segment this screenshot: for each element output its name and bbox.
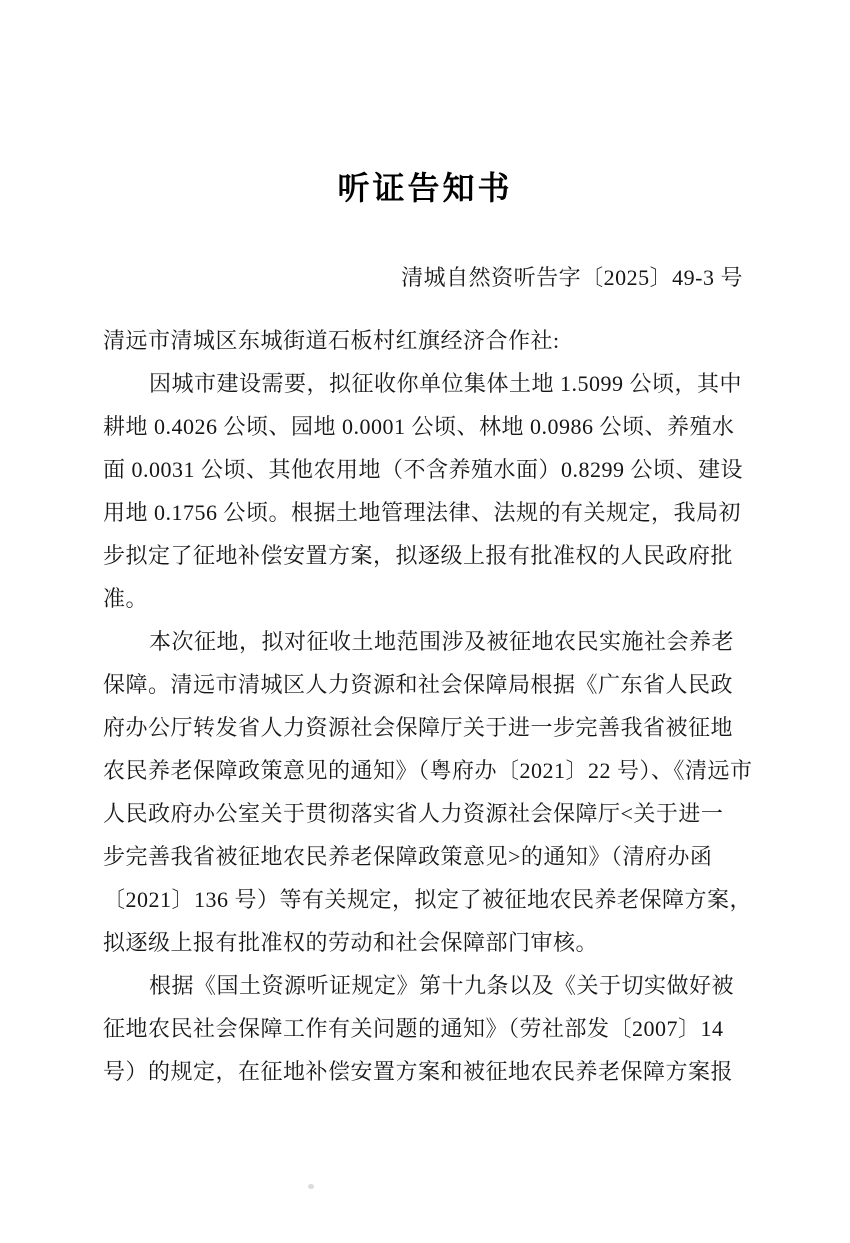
text-line: 步拟定了征地补偿安置方案，拟逐级上报有批准权的人民政府批 bbox=[103, 543, 734, 568]
text-line: 因城市建设需要，拟征收你单位集体土地 1.5099 公顷，其中 bbox=[149, 371, 743, 396]
text-line: 府办公厅转发省人力资源社会保障厅关于进一步完善我省被征地 bbox=[103, 715, 734, 740]
text-line: 人民政府办公室关于贯彻落实省人力资源社会保障厅<关于进一 bbox=[103, 801, 724, 826]
text-line: 保障。清远市清城区人力资源和社会保障局根据《广东省人民政 bbox=[103, 672, 734, 697]
text-line: 步完善我省被征地农民养老保障政策意见>的通知》（清府办函 bbox=[103, 844, 713, 869]
text-line: 征地农民社会保障工作有关问题的通知》（劳社部发〔2007〕14 bbox=[103, 1016, 724, 1041]
text-line: 准。 bbox=[103, 586, 149, 611]
text-line: 本次征地，拟对征收土地范围涉及被征地农民实施社会养老 bbox=[149, 629, 735, 654]
text-line: 根据《国土资源听证规定》第十九条以及《关于切实做好被 bbox=[149, 973, 735, 998]
text-line: 拟逐级上报有批准权的劳动和社会保障部门审核。 bbox=[103, 930, 599, 955]
addressee-line: 清远市清城区东城街道石板村红旗经济合作社: bbox=[103, 328, 560, 353]
text-line: 面 0.0031 公顷、其他农用地（不含养殖水面）0.8299 公顷、建设 bbox=[103, 457, 744, 482]
text-line: 农民养老保障政策意见的通知》（粤府办〔2021〕22 号）、《清远市 bbox=[103, 758, 753, 783]
document-number: 清城自然资听告字〔2025〕49-3 号 bbox=[401, 265, 743, 290]
text-line: 耕地 0.4026 公顷、园地 0.0001 公顷、林地 0.0986 公顷、养殖水 bbox=[103, 414, 735, 439]
document-body bbox=[103, 319, 765, 1093]
text-line: 〔2021〕136 号）等有关规定，拟定了被征地农民养老保障方案， bbox=[103, 887, 753, 912]
scan-artifact bbox=[308, 1184, 314, 1189]
text-line: 用地 0.1756 公顷。根据土地管理法律、法规的有关规定，我局初 bbox=[103, 500, 742, 525]
text-line: 号）的规定，在征地补偿安置方案和被征地农民养老保障方案报 bbox=[103, 1059, 734, 1084]
page-title: 听证告知书 bbox=[337, 170, 513, 206]
